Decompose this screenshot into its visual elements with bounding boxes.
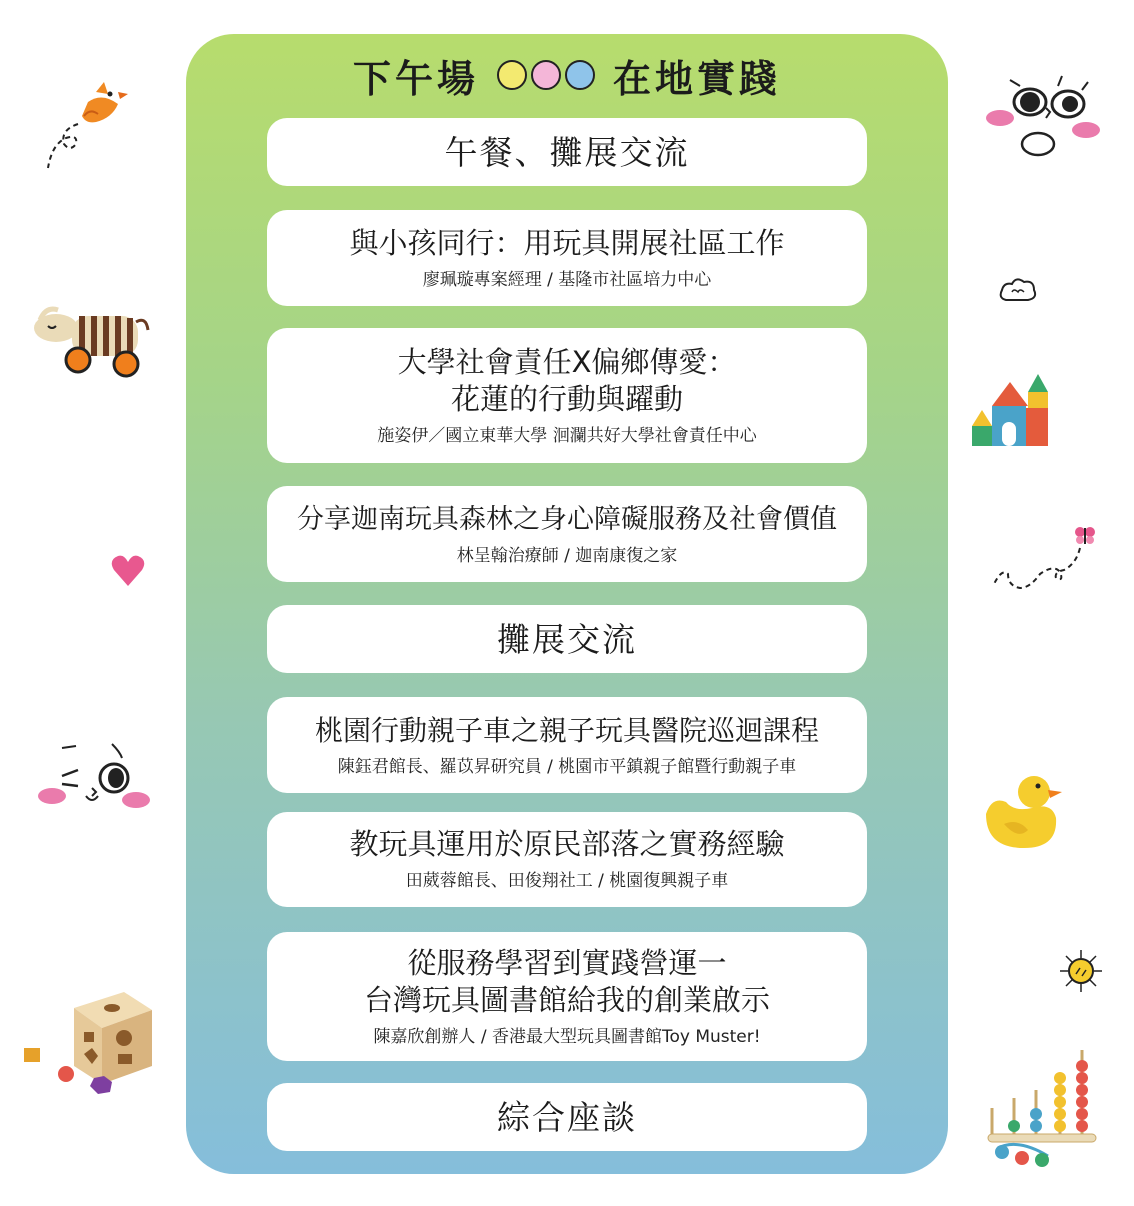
- blocks-castle-icon: [968, 370, 1050, 450]
- session-card-taoyuan-car: [267, 697, 867, 793]
- session-card-indigenous: [267, 812, 867, 907]
- session-card-canaan: [267, 486, 867, 582]
- session-card-usr: [267, 328, 867, 463]
- header-right-text: 在地實踐: [613, 56, 782, 101]
- abacus-icon: [982, 1048, 1100, 1170]
- session-title-line2: 台灣玩具圖書館給我的創業啟示: [363, 982, 770, 1017]
- cloud-icon: [998, 278, 1038, 306]
- session-title: 大學社會責任X偏鄉傳愛：: [397, 344, 737, 379]
- session-speaker: 廖珮璇專案經理 / 基隆市社區培力中心: [422, 269, 712, 290]
- heart-icon: [108, 550, 148, 590]
- shape-sorter-icon: [20, 986, 160, 1098]
- session-speaker: 田葳蓉館長、田俊翔社工 / 桃園復興親子車: [405, 871, 729, 891]
- winking-face-icon: [34, 740, 154, 824]
- session-card-toys-community: [267, 210, 867, 306]
- session-title: 與小孩同行：用玩具開展社區工作: [349, 225, 785, 260]
- zebra-toy-icon: [30, 298, 150, 384]
- header-left-text: 下午場: [352, 56, 479, 101]
- face-icon: [980, 72, 1105, 167]
- session-card-exhibit: [267, 605, 867, 673]
- session-speaker: 陳鈺君館長、羅苡昇研究員 / 桃園市平鎮親子館暨行動親子車: [337, 756, 797, 777]
- header-dots: [497, 60, 595, 90]
- session-title: 午餐、攤展交流: [444, 132, 690, 172]
- session-title: 分享迦南玩具森林之身心障礙服務及社會價值: [297, 503, 837, 535]
- session-speaker: 陳嘉欣創辦人 / 香港最大型玩具圖書館Toy Muster!: [373, 1026, 761, 1047]
- session-title: 從服務學習到實踐營運一: [407, 945, 727, 980]
- yellow-dot: [497, 60, 527, 90]
- duck-icon: [980, 768, 1064, 854]
- butterfly-icon: [990, 518, 1105, 610]
- session-speaker: 林呈翰治療師 / 迦南康復之家: [456, 545, 678, 566]
- pink-dot: [531, 60, 561, 90]
- session-title: 桃園行動親子車之親子玩具醫院巡迴課程: [314, 713, 819, 747]
- schedule-header: [186, 46, 948, 104]
- session-title: 綜合座談: [497, 1097, 637, 1137]
- session-card-lunch: [267, 118, 867, 186]
- sun-icon: [1058, 948, 1104, 994]
- session-speaker: 施姿伊／國立東華大學 洄瀾共好大學社會責任中心: [377, 425, 757, 446]
- blue-dot: [565, 60, 595, 90]
- session-card-toy-library: [267, 932, 867, 1061]
- bird-icon: [38, 72, 138, 182]
- session-title: 攤展交流: [497, 619, 637, 659]
- session-title-line2: 花蓮的行動與躍動: [450, 381, 683, 416]
- session-card-panel-discussion: [267, 1083, 867, 1151]
- session-title: 教玩具運用於原民部落之實務經驗: [349, 827, 785, 861]
